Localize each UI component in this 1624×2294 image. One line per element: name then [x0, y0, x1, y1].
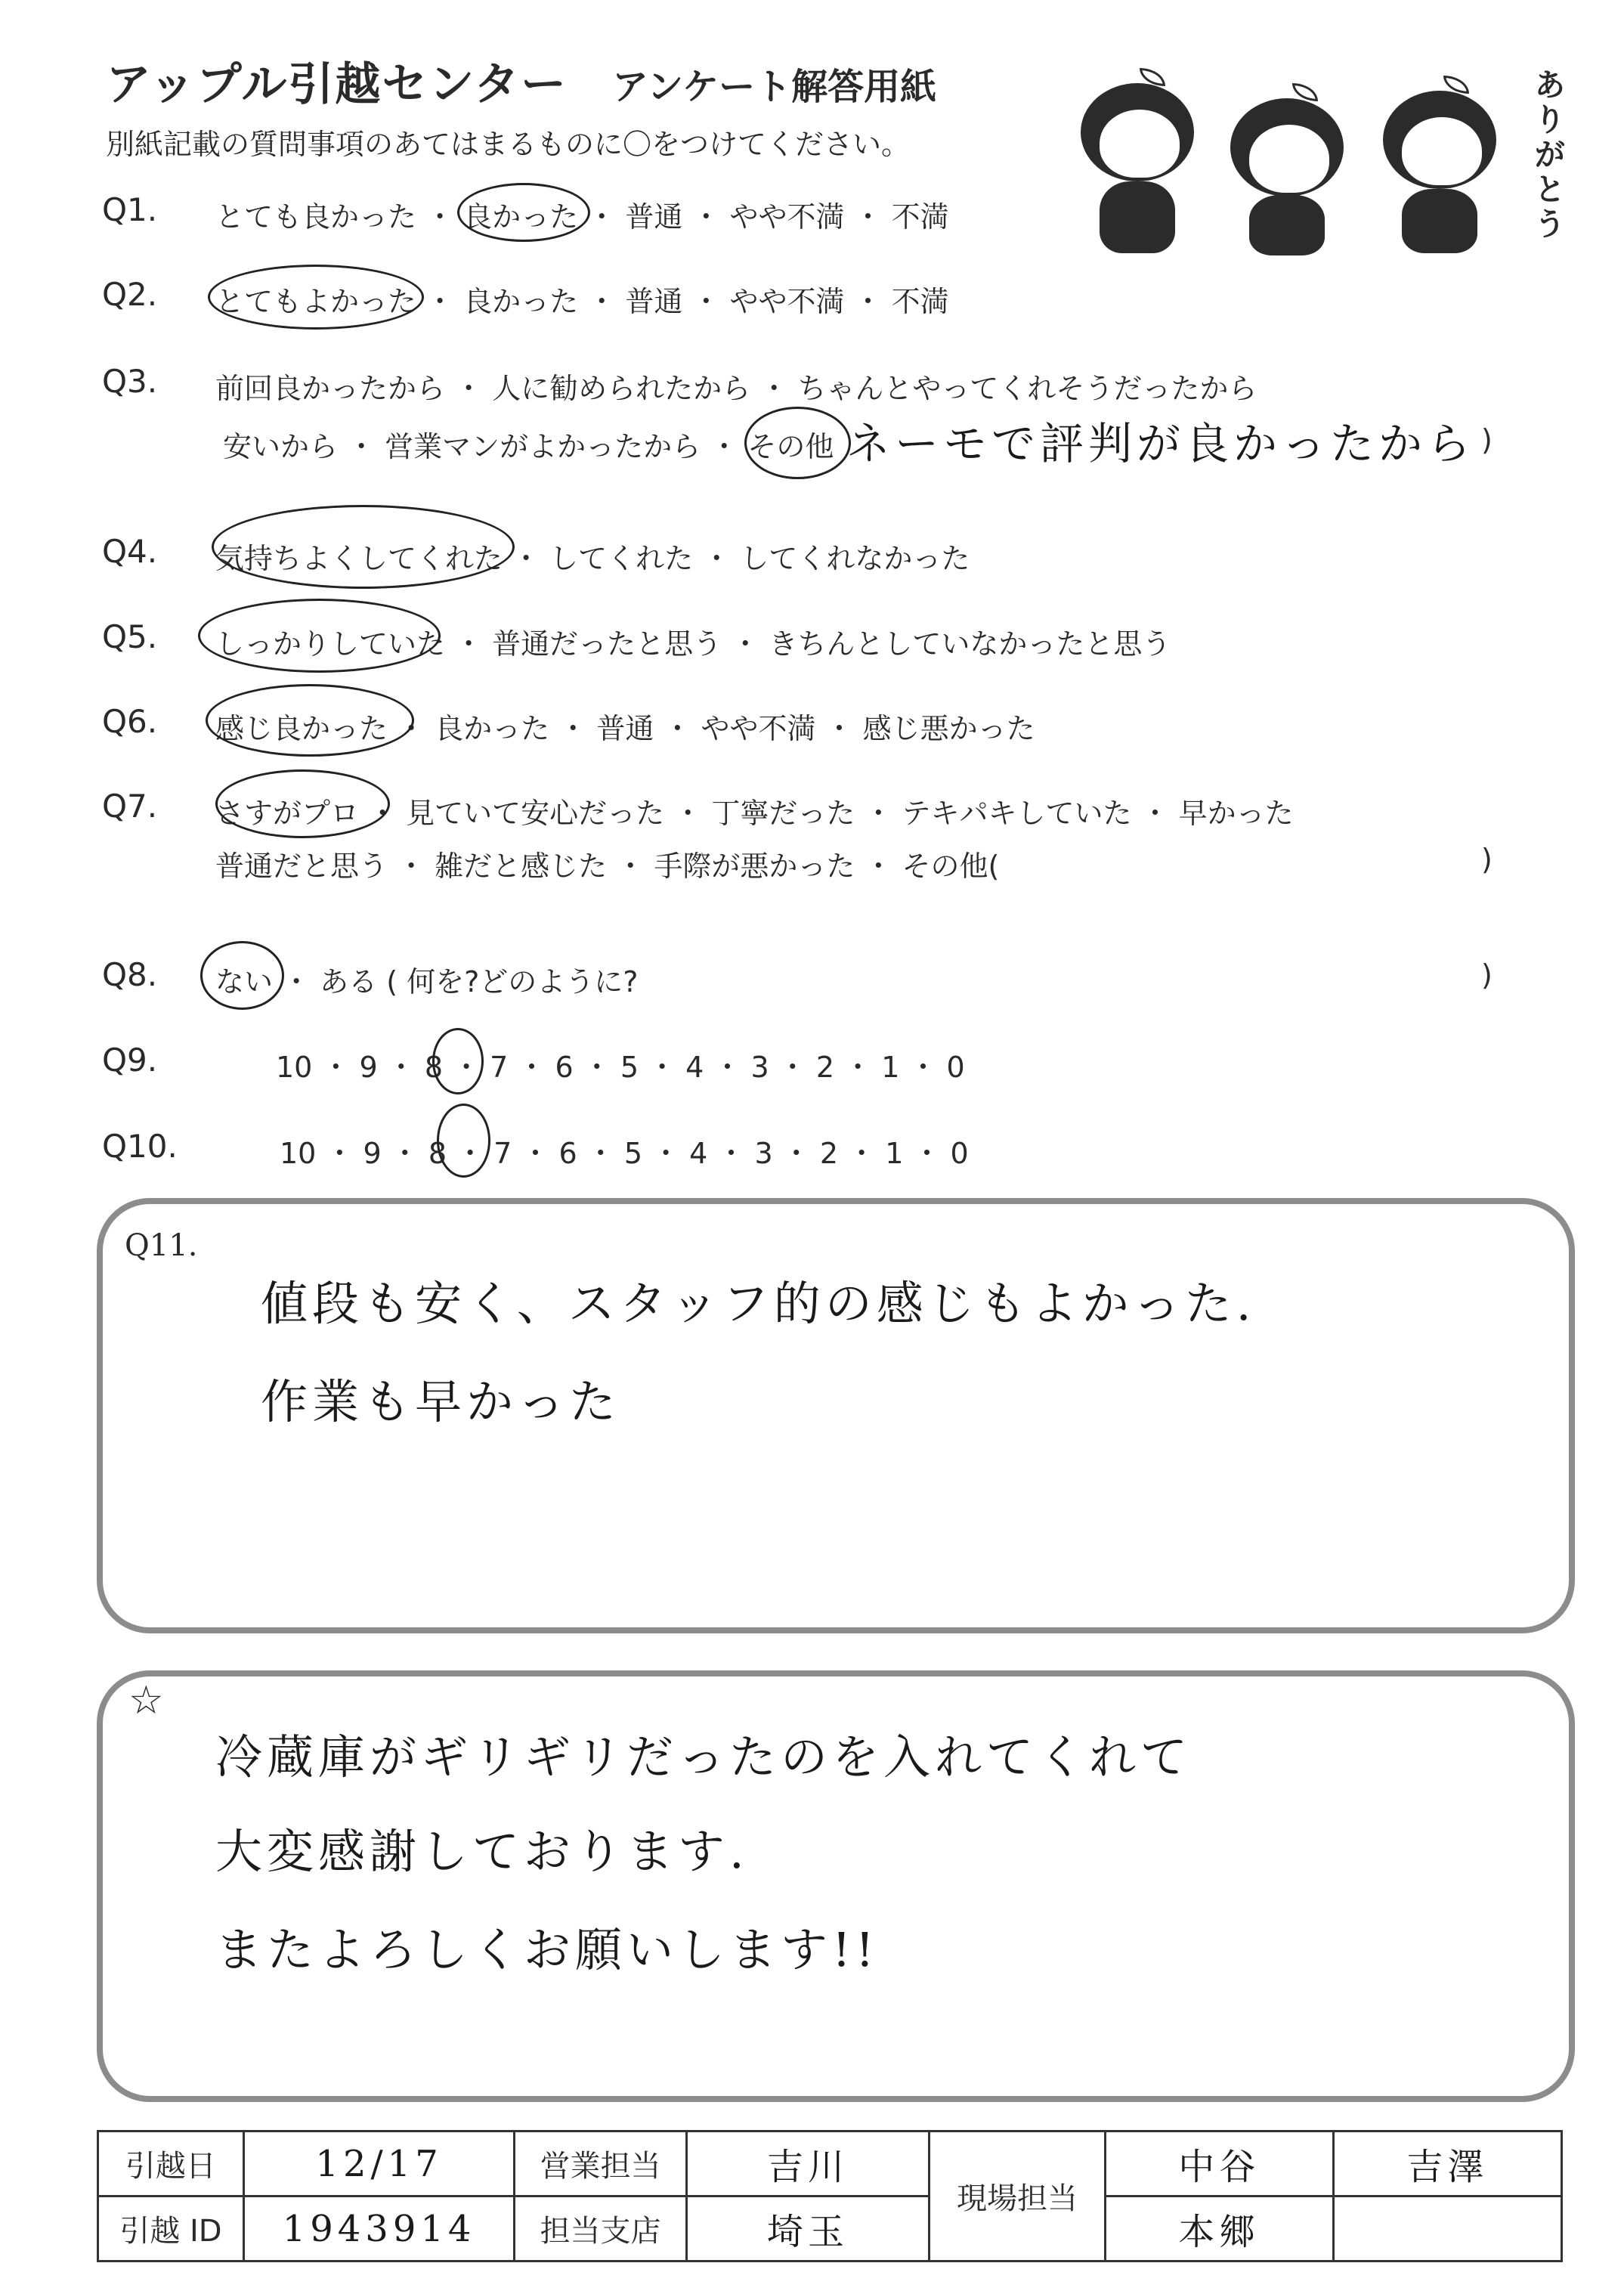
q6-label: Q6. — [102, 703, 158, 740]
q5-label: Q5. — [102, 618, 158, 655]
sales-label: 営業担当 — [515, 2131, 686, 2196]
info-table — [97, 2130, 1563, 2262]
q7-options-line1: さすがプロ ・ 見ていて安心だった ・ 丁寧だった ・ テキパキしていた ・ 早かった — [215, 797, 1294, 830]
q1-options: とても良かった ・ 良かった ・ 普通 ・ やや不満 ・ 不満 — [215, 200, 949, 234]
q3-label: Q3. — [102, 363, 158, 400]
moving-id-label: 引越 ID — [98, 2196, 244, 2261]
q4-options: 気持ちよくしてくれた ・ してくれた ・ してくれなかった — [215, 542, 970, 575]
q11-answer-line2: 作業も早かった — [261, 1374, 621, 1429]
site-staff-empty — [1333, 2196, 1561, 2261]
star-icon: ☆ — [128, 1678, 164, 1723]
q10-options: 10 ・ 9 ・ 8 ・ 7 ・ 6 ・ 5 ・ 4 ・ 3 ・ 2 ・ 1 ・ 0 — [280, 1137, 969, 1170]
q3-options-line1: 前回良かったから ・ 人に勧められたから ・ ちゃんとやってくれそうだったから — [215, 372, 1257, 405]
form-title: アップル引越センター — [106, 58, 568, 111]
site-staff-2: 吉澤 — [1333, 2131, 1561, 2196]
q10-selection-circle — [437, 1104, 490, 1178]
q8-label: Q8. — [102, 956, 158, 993]
q11-label: Q11. — [125, 1228, 198, 1263]
q6-selection-circle — [206, 684, 414, 757]
q3-close-paren: ) — [1481, 423, 1493, 457]
q2-options: とてもよかった ・ 良かった ・ 普通 ・ やや不満 ・ 不満 — [215, 285, 949, 318]
q11-answer-line1: 値段も安く、スタッフ的の感じもよかった. — [261, 1276, 1256, 1331]
q7-selection-circle — [215, 769, 390, 838]
q9-selection-circle — [432, 1028, 484, 1094]
monkey-illustration — [1050, 60, 1519, 257]
q1-label: Q1. — [102, 191, 158, 228]
q8-selection-circle — [200, 941, 284, 1010]
q8-options: ない ・ ある ( 何を?どのように? — [215, 965, 639, 998]
form-instruction: 別紙記載の質問事項のあてはまるものに〇をつけてください。 — [106, 128, 911, 161]
q1-selection-circle — [457, 183, 590, 242]
q2-label: Q2. — [102, 276, 158, 313]
site-label: 現場担当 — [930, 2131, 1105, 2261]
comment-line2: 大変感謝しております. — [215, 1824, 749, 1879]
sales-value: 吉川 — [686, 2131, 930, 2196]
comment-line3: またよろしくお願いします!! — [215, 1922, 879, 1977]
branch-label: 担当支店 — [515, 2196, 686, 2261]
q6-options: 感じ良かった ・ 良かった ・ 普通 ・ やや不満 ・ 感じ悪かった — [215, 712, 1035, 745]
q3-handwritten-other: ネーモで評判が良かったから — [846, 418, 1476, 469]
q7-label: Q7. — [102, 788, 158, 825]
q3-options-line2: 安いから ・ 営業マンがよかったから ・ その他 — [223, 430, 834, 463]
moving-id-value: 1943914 — [243, 2196, 515, 2261]
q10-label: Q10. — [102, 1128, 178, 1165]
form-subtitle: アンケート解答用紙 — [612, 66, 937, 108]
q7-options-line2: 普通だと思う ・ 雑だと感じた ・ 手際が悪かった ・ その他( — [215, 850, 1000, 883]
comment-line1: 冷蔵庫がギリギリだったのを入れてくれて — [215, 1729, 1192, 1785]
q3-selection-circle — [744, 407, 851, 479]
q5-options: しっかりしていた ・ 普通だったと思う ・ きちんとしていなかったと思う — [215, 627, 1171, 661]
q5-selection-circle — [198, 599, 441, 673]
q4-label: Q4. — [102, 533, 158, 570]
branch-value: 埼玉 — [686, 2196, 930, 2261]
thank-you-text: ありがとう — [1530, 68, 1567, 242]
q9-label: Q9. — [102, 1042, 158, 1079]
q4-selection-circle — [212, 505, 515, 589]
q7-close-paren: ) — [1481, 843, 1493, 876]
site-staff-3: 本郷 — [1105, 2196, 1333, 2261]
site-staff-1: 中谷 — [1105, 2131, 1333, 2196]
q9-options: 10 ・ 9 ・ 8 ・ 7 ・ 6 ・ 5 ・ 4 ・ 3 ・ 2 ・ 1 ・ 0 — [276, 1051, 965, 1084]
q8-close-paren: ) — [1481, 958, 1493, 992]
moving-date-label: 引越日 — [98, 2131, 244, 2196]
moving-date-value: 12/17 — [243, 2131, 515, 2196]
q2-selection-circle — [208, 265, 424, 330]
